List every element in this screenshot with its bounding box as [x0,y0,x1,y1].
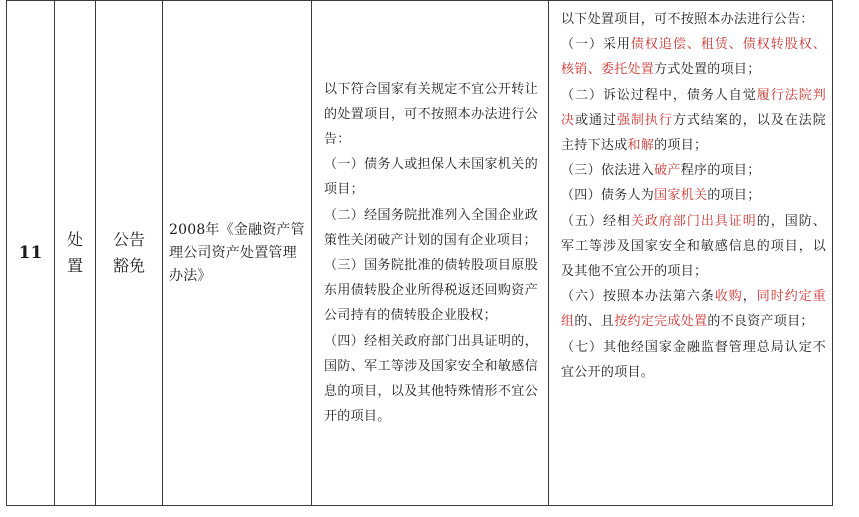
new-rule-item [561,32,826,82]
rule-text: 的、且 [574,314,615,330]
highlighted-text: 债权追偿、租赁、债权转股权、核销、委托处置 [561,37,826,78]
old-rule-item: （二）经国务院批准列入全国企业政策性关闭破产计划的国有企业项目； [324,207,538,248]
rule-text: 或通过 [574,112,617,128]
new-rule-item [561,183,826,208]
row-number-cell [7,1,55,506]
subcategory-cell [96,1,163,506]
rule-text: 的不良资产项目； [707,314,814,330]
new-rule-items [561,32,826,385]
rule-text: （一）采用 [561,37,631,53]
highlighted-text: 破产 [654,163,681,179]
rule-text: 方式结案的，以及在法院主持下达成 [561,112,826,154]
rule-text: 程序的项目； [680,163,761,179]
highlighted-text: 和解 [627,138,655,154]
rule-text: 的项目； [707,188,761,204]
new-rule-item [561,335,826,385]
new-rule-item [561,158,826,183]
rule-text: （六）按照本办法第六条 [561,289,715,305]
rule-text: 方式处置的项目； [654,62,761,78]
rule-text: （七）其他经国家金融监督管理总局认定不宜公开的项目。 [561,339,826,380]
old-rule-item: （一）债务人或担保人未国家机关的项目； [324,157,538,198]
rule-text: ， [742,289,757,305]
subcategory-label: 公告豁免 [112,230,145,275]
highlighted-text: 国家机关 [654,188,708,204]
old-rule-cell [312,1,549,506]
category-label: 处置 [66,230,83,275]
row-number: 11 [18,243,43,263]
source-regulation-cell [163,1,312,506]
new-rule-item [561,284,826,334]
old-rule-intro: 以下符合国家有关规定不宜公开转让的处置项目，可不按照本办法进行公告： [324,81,538,147]
comparison-table [6,0,833,506]
rule-text: （二）诉讼过程中，债务人自觉 [561,87,757,103]
rule-text: 的，国防、军工等涉及国家安全和敏感信息的项目，以及其他不宜公开的项目； [561,213,826,280]
category-cell [55,1,96,506]
highlighted-text: 同时约定重组 [561,289,826,330]
new-rule-item [561,209,826,285]
source-regulation-text: 2008年《金融资产管理公司资产处置管理办法》 [169,221,305,284]
rule-text: （四）债务人为 [561,188,655,204]
highlighted-text: 收购 [714,289,743,305]
highlighted-text: 履行法院判决 [561,87,826,128]
rule-text: （三）依法进入 [561,163,655,179]
table-row [7,1,833,506]
highlighted-text: 关政府部门出具证明 [630,213,757,229]
old-rule-item: （四）经相关政府部门出具证明的，国防、军工等涉及国家安全和敏感信息的项目，以及其他特殊情形不宜公开的项目。 [324,333,538,425]
rule-text: 的项目； [654,138,708,154]
new-rule-intro: 以下处置项目，可不按照本办法进行公告： [561,12,814,27]
highlighted-text: 按约定完成处置 [614,314,708,330]
new-rule-item [561,83,826,159]
highlighted-text: 强制执行 [616,112,673,128]
new-rule-cell [549,1,833,506]
old-rule-item: （三）国务院批准的债转股项目原股东用债转股企业所得税返还回购资产公司持有的债转股企业股权； [324,258,538,324]
rule-text: （五）经相 [561,213,631,229]
